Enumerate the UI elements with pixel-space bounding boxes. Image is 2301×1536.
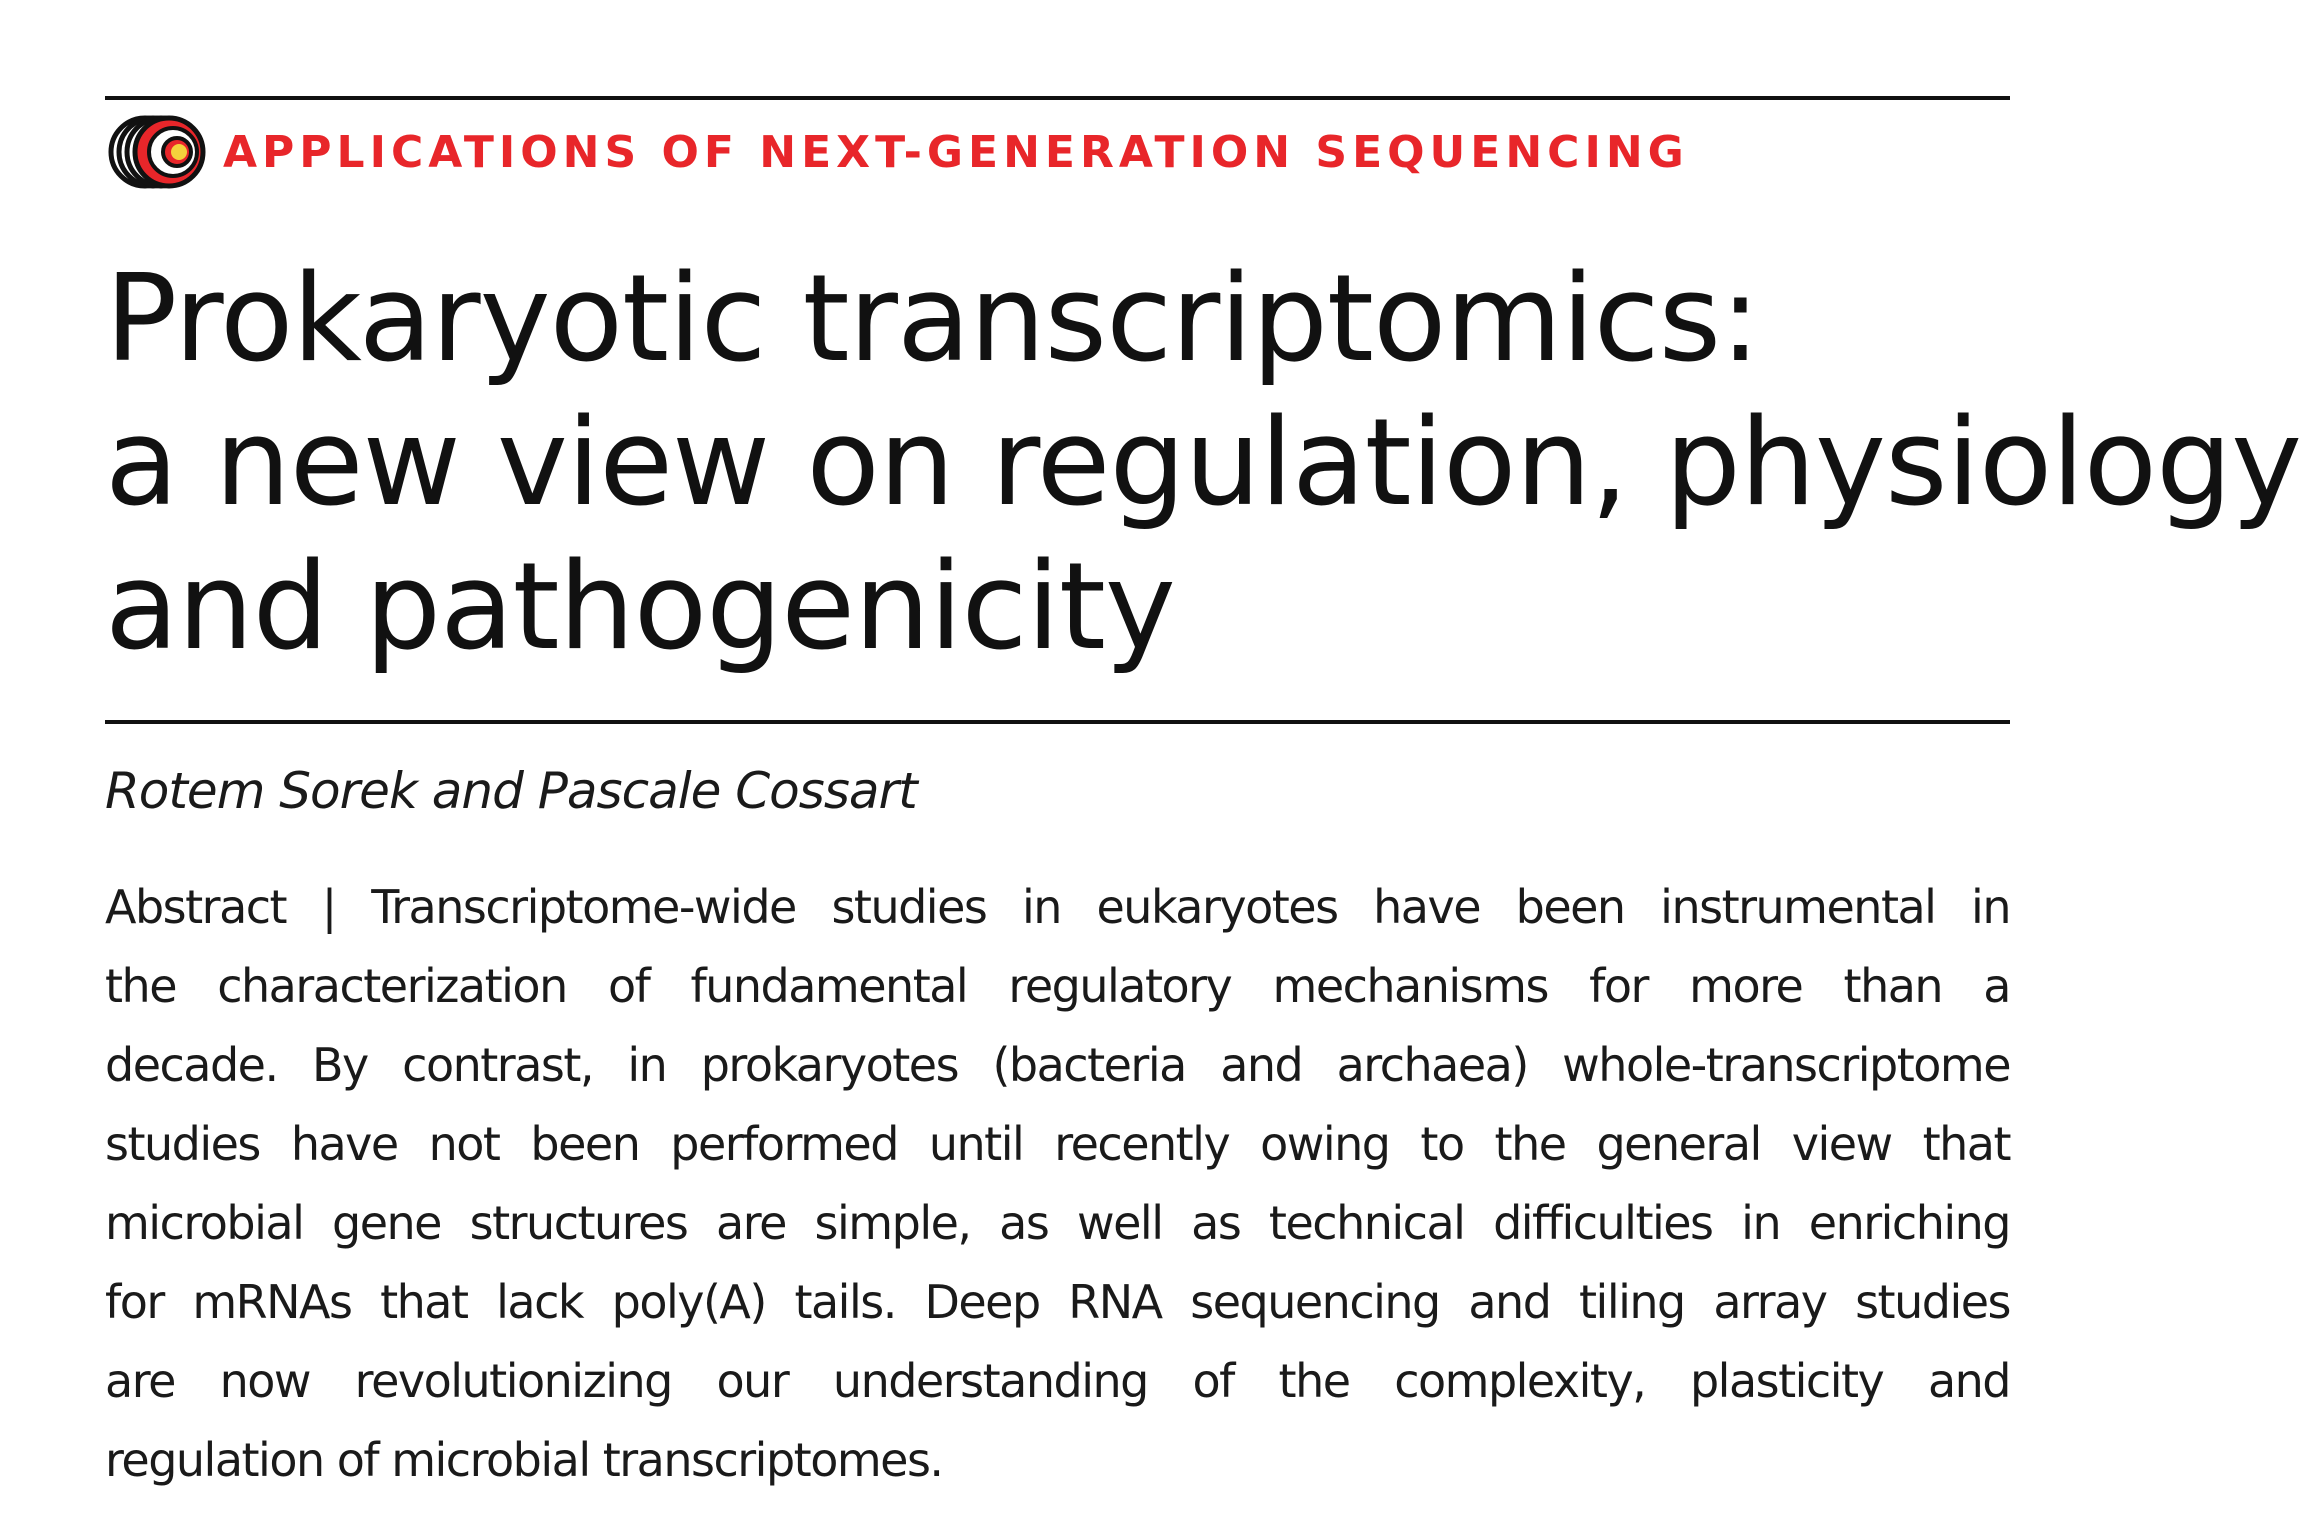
concentric-rings-logo-icon — [105, 112, 209, 192]
abstract-line: are now revolutionizing our understanding of the complexity, plasticity and — [105, 1354, 2010, 1408]
title-line: Prokaryotic transcriptomics: — [105, 250, 1760, 389]
abstract-line: Abstract | Transcriptome-wide studies in eukaryotes have been instrumental in — [105, 880, 2010, 934]
section-header — [105, 112, 1689, 192]
section-label: APPLICATIONS OF NEXT-GENERATION SEQUENCING — [223, 126, 1689, 178]
title-divider — [105, 720, 2010, 724]
top-divider — [105, 96, 2010, 100]
abstract-line: decade. By contrast, in prokaryotes (bacteria and archaea) whole-transcriptome — [105, 1038, 2010, 1092]
abstract-line: regulation of microbial transcriptomes. — [105, 1433, 943, 1487]
abstract — [105, 868, 2010, 1500]
abstract-line: studies have not been performed until recently owing to the general view that — [105, 1117, 2010, 1171]
title-line: a new view on regulation, physiology — [105, 394, 2301, 533]
abstract-line: the characterization of fundamental regulatory mechanisms for more than a — [105, 959, 2010, 1013]
abstract-line: microbial gene structures are simple, as well as technical difficulties in enriching — [105, 1196, 2010, 1250]
article-title — [105, 248, 2301, 680]
title-line: and pathogenicity — [105, 538, 1175, 677]
article-header — [105, 0, 2301, 1536]
authors: Rotem Sorek and Pascale Cossart — [105, 762, 917, 820]
abstract-line: for mRNAs that lack poly(A) tails. Deep RNA sequencing and tiling array studies — [105, 1275, 2010, 1329]
